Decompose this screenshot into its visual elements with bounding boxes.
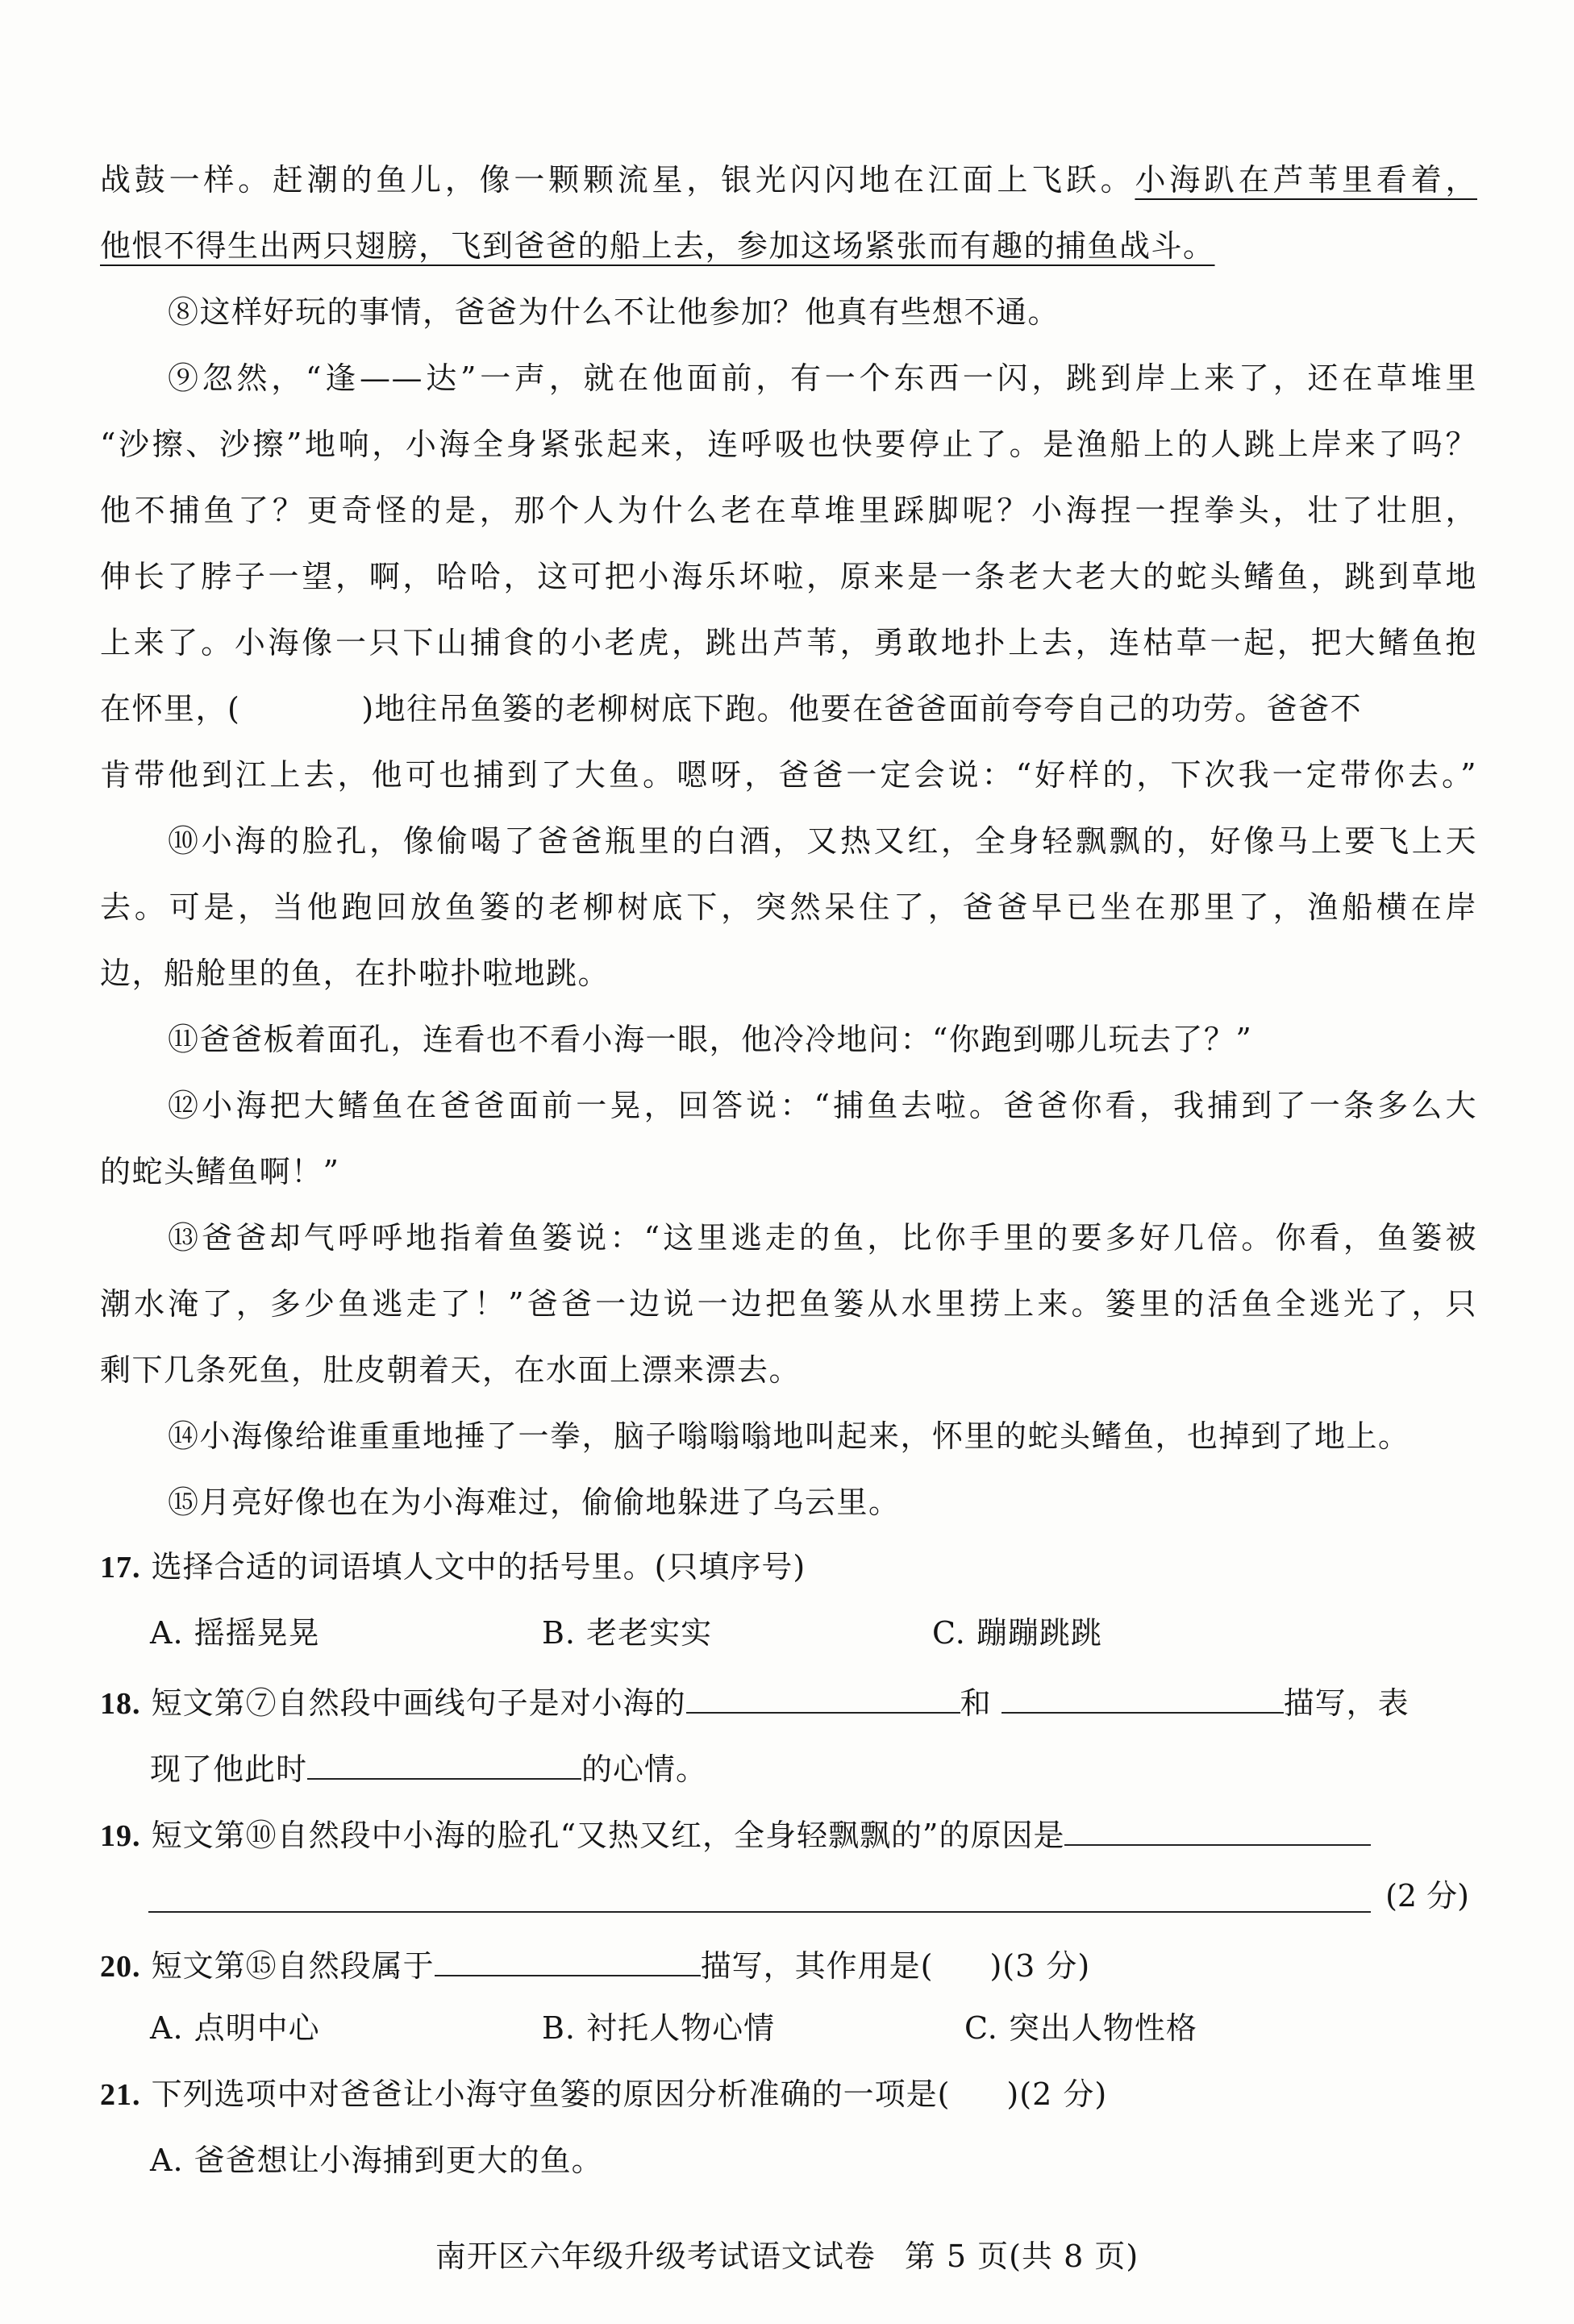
paragraph-9-line: 上来了。小海像一只下山捕食的小老虎，跳出芦苇，勇敢地扑上去，连枯草一起，把大鳍鱼抱	[100, 625, 1477, 660]
paragraph-9-line: 他不捕鱼了？更奇怪的是，那个人为什么老在草堆里踩脚呢？小海捏一捏拳头，壮了壮胆，	[100, 493, 1477, 528]
option-a: A. 点明中心	[150, 2010, 320, 2046]
page-footer	[0, 2234, 1574, 2279]
question-18-cont: 现了他此时 的心情。	[150, 1743, 707, 1792]
paragraph-15: ⑮月亮好像也在为小海难过，偷偷地躲进了乌云里。	[168, 1485, 901, 1520]
paragraph-9-line: 在怀里，( )地往吊鱼篓的老柳树底下跑。他要在爸爸面前夸夸自己的功劳。爸爸不	[100, 691, 1363, 727]
answer-blank[interactable]	[1064, 1809, 1371, 1846]
paragraph-12-line: 的蛇头鳍鱼啊！”	[100, 1154, 340, 1189]
underlined-sentence: 他恨不得生出两只翅膀，飞到爸爸的船上去，参加这场紧张而有趣的捕鱼战斗。	[100, 228, 1215, 264]
paragraph-9-line: “沙擦、沙擦”地响，小海全身紧张起来，连呼吸也快要停止了。是渔船上的人跳上岸来了吗？	[100, 427, 1477, 462]
paragraph-11: ⑪爸爸板着面孔，连看也不看小海一眼，他冷冷地问：“你跑到哪儿玩去了？”	[168, 1022, 1253, 1057]
passage-line: 战鼓一样。赶潮的鱼儿，像一颗颗流星，银光闪闪地在江面上飞跃。小海趴在芦苇里看着，	[100, 162, 1477, 198]
page-number: 第 5 页(共 8 页)	[904, 2239, 1139, 2274]
paragraph-10-line: ⑩小海的脸孔，像偷喝了爸爸瓶里的白酒，又热又红，全身轻飘飘的，好像马上要飞上天	[168, 823, 1477, 859]
option-c: C. 蹦蹦跳跳	[932, 1615, 1102, 1651]
paragraph-9-line: 肯带他到江上去，他可也捕到了大鱼。嗯呀，爸爸一定会说：“好样的，下次我一定带你去。”	[100, 757, 1477, 793]
question-19: 19. 短文第⑩自然段中小海的脸孔“又热又红，全身轻飘飘的”的原因是	[100, 1809, 1371, 1859]
question-17: 17. 选择合适的词语填人文中的括号里。(只填序号)	[100, 1549, 806, 1585]
answer-line[interactable]	[148, 1911, 1371, 1913]
paragraph-13-line: ⑬爸爸却气呼呼地指着鱼篓说：“这里逃走的鱼，比你手里的要多好几倍。你看，鱼篓被	[168, 1220, 1477, 1256]
option-a: A. 摇摇晃晃	[150, 1615, 320, 1651]
option-a: A. 爸爸想让小海捕到更大的鱼。	[150, 2143, 603, 2178]
option-b: B. 老老实实	[542, 1615, 713, 1651]
paragraph-14: ⑭小海像给谁重重地捶了一拳，脑子嗡嗡嗡地叫起来，怀里的蛇头鳍鱼，也掉到了地上。	[168, 1418, 1410, 1454]
paragraph-10-line: 边，船舱里的鱼，在扑啦扑啦地跳。	[100, 956, 610, 991]
option-b: B. 衬托人物心情	[542, 2010, 776, 2046]
paragraph-9-line: ⑨忽然，“逢——达”一声，就在他面前，有一个东西一闪，跳到岸上来了，还在草堆里	[168, 360, 1477, 396]
score-label: (2 分)	[1385, 1878, 1469, 1914]
answer-blank[interactable]	[307, 1743, 581, 1780]
paragraph-8: ⑧这样好玩的事情，爸爸为什么不让他参加？他真有些想不通。	[168, 294, 1060, 330]
paragraph-10-line: 去。可是，当他跑回放鱼篓的老柳树底下，突然呆住了，爸爸早已坐在那里了，渔船横在岸	[100, 889, 1477, 925]
passage-line	[100, 223, 1477, 269]
answer-blank[interactable]	[1001, 1676, 1284, 1714]
answer-blank[interactable]	[686, 1676, 960, 1714]
underlined-sentence: 小海趴在芦苇里看着，	[1135, 162, 1477, 198]
paragraph-13-line: 潮水淹了，多少鱼逃走了！”爸爸一边说一边把鱼篓从水里捞上来。篓里的活鱼全逃光了，只	[100, 1286, 1477, 1322]
option-c: C. 突出人物性格	[964, 2010, 1197, 2046]
paragraph-9-line: 伸长了脖子一望，啊，哈哈，这可把小海乐坏啦，原来是一条老大老大的蛇头鳍鱼，跳到草地	[100, 559, 1477, 594]
paragraph-12-line: ⑫小海把大鳍鱼在爸爸面前一晃，回答说：“捕鱼去啦。爸爸你看，我捕到了一条多么大	[168, 1088, 1477, 1123]
question-20: 20. 短文第⑮自然段属于 描写，其作用是( )(3 分)	[100, 1939, 1090, 1989]
answer-blank[interactable]	[435, 1939, 701, 1976]
exam-title: 南开区六年级升级考试语文试卷	[435, 2239, 876, 2274]
question-18: 18. 短文第⑦自然段中画线句子是对小海的 和 描写，表	[100, 1676, 1410, 1726]
paragraph-13-line: 剩下几条死鱼，肚皮朝着天，在水面上漂来漂去。	[100, 1352, 802, 1388]
question-21: 21. 下列选项中对爸爸让小海守鱼篓的原因分析准确的一项是( )(2 分)	[100, 2076, 1108, 2112]
